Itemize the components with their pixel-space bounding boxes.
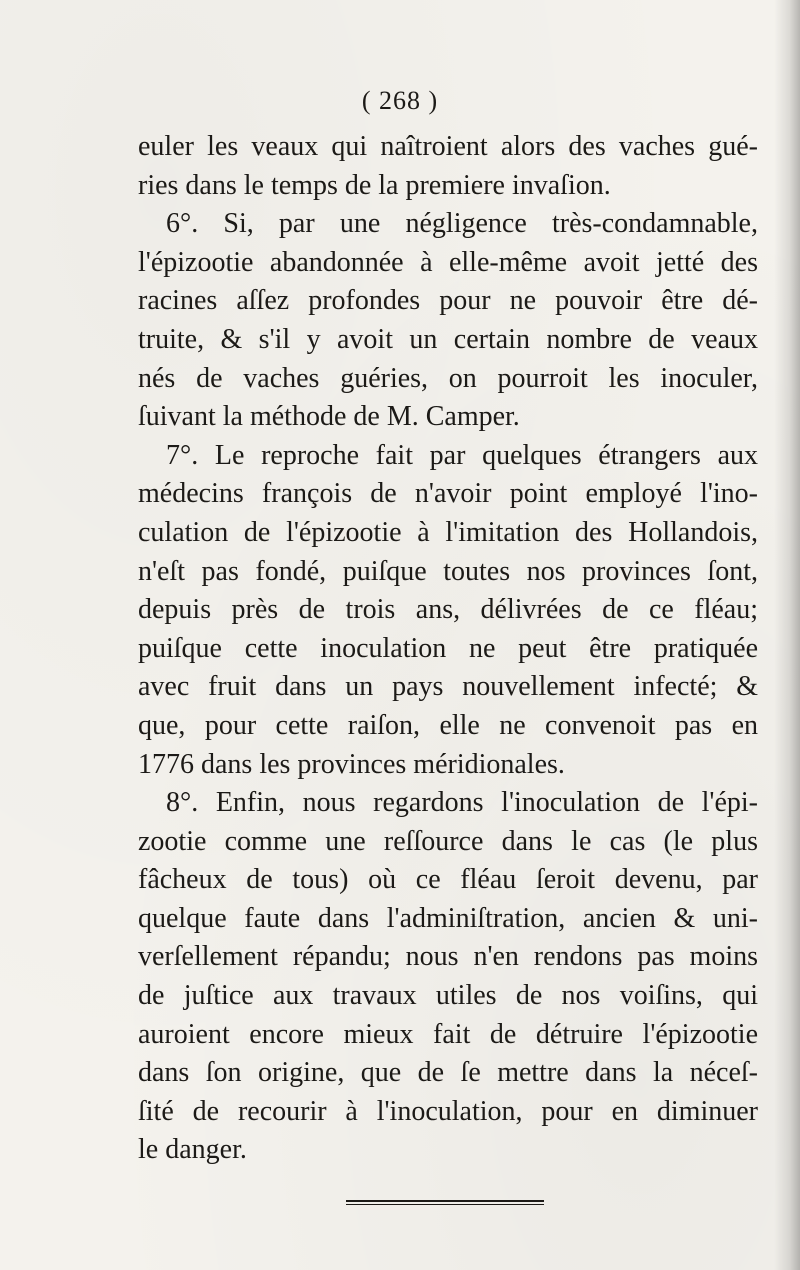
end-rule bbox=[346, 1200, 544, 1205]
paragraph-8-start: 8°. Enfin, nous regardons l'inoculation de l'épi- bbox=[166, 787, 758, 819]
text-line: dans ſon origine, que de ſe mettre dans la néceſ- bbox=[138, 1057, 758, 1089]
text-line: culation de l'épizootie à l'imitation des Hollandois, bbox=[138, 516, 758, 548]
text-line: médecins françois de n'avoir point employé l'ino- bbox=[138, 478, 758, 510]
text-line: verſellement répandu; nous n'en rendons pas moins bbox=[138, 941, 758, 973]
paragraph-6-start: 6°. Si, par une négligence très-condamnable, bbox=[166, 208, 758, 240]
text-line: l'épizootie abandonnée à elle-même avoit jetté des bbox=[138, 246, 758, 278]
text-line: que, pour cette raiſon, elle ne convenoit pas en bbox=[138, 709, 758, 741]
page-edge-shadow bbox=[774, 0, 800, 1270]
paragraph-7-start: 7°. Le reproche fait par quelques étrangers aux bbox=[166, 439, 758, 471]
text-line: n'eſt pas fondé, puiſque toutes nos provinces ſont, bbox=[138, 555, 758, 587]
body-text bbox=[138, 128, 758, 1170]
text-line: racines aſſez profondes pour ne pouvoir être dé- bbox=[138, 285, 758, 317]
text-line: auroient encore mieux fait de détruire l'épizootie bbox=[138, 1018, 758, 1050]
text-line: ſuivant la méthode de M. Camper. bbox=[138, 401, 520, 433]
text-line: truite, & s'il y avoit un certain nombre de veaux bbox=[138, 323, 758, 355]
text-line: de juſtice aux travaux utiles de nos voiſins, qui bbox=[138, 980, 758, 1012]
text-line: 1776 dans les provinces méridionales. bbox=[138, 748, 565, 780]
text-line: ries dans le temps de la premiere invaſion. bbox=[138, 169, 611, 201]
text-line: puiſque cette inoculation ne peut être pratiquée bbox=[138, 632, 758, 664]
text-line: ſité de recourir à l'inoculation, pour en diminuer bbox=[138, 1095, 758, 1127]
text-line: le danger. bbox=[138, 1134, 247, 1166]
text-line: depuis près de trois ans, délivrées de ce fléau; bbox=[138, 594, 758, 626]
text-line: avec fruit dans un pays nouvellement infecté; & bbox=[138, 671, 758, 703]
text-line: nés de vaches guéries, on pourroit les inoculer, bbox=[138, 362, 758, 394]
text-line: fâcheux de tous) où ce fléau ſeroit devenu, par bbox=[138, 864, 758, 896]
text-line: quelque faute dans l'adminiſtration, ancien & uni- bbox=[138, 902, 758, 934]
text-line: zootie comme une reſſource dans le cas (le plus bbox=[138, 825, 758, 857]
page-number: ( 268 ) bbox=[361, 86, 439, 115]
text-line: euler les veaux qui naîtroient alors des vaches gué- bbox=[138, 131, 758, 162]
